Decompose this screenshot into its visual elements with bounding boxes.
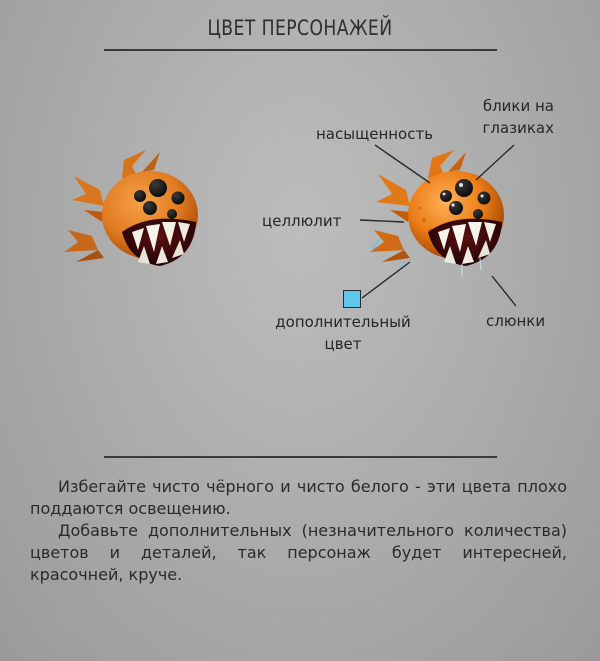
text-divider	[104, 456, 497, 458]
right-character-icon	[370, 150, 504, 276]
label-cellulite: целлюлит	[262, 212, 342, 230]
paragraph-2	[30, 520, 567, 586]
label-eye-highlights-line1: блики на	[482, 97, 554, 115]
label-eye-highlights-line2: глазиках	[482, 119, 554, 137]
extra-color-swatch	[343, 290, 361, 308]
label-extra-color-line2: цвет	[324, 335, 362, 353]
label-extra-color-line1: дополнительный	[275, 313, 411, 331]
page-title: ЦВЕТ ПЕРСОНАЖЕЙ	[207, 16, 393, 40]
paragraph-1	[30, 476, 567, 520]
pointer-eye-highlights	[476, 145, 514, 180]
left-character-icon	[64, 150, 198, 266]
paragraph-2-text: Добавьте дополнительных (незначительного количества) цветов и деталей, так персонаж будет интересней, красочней, круче.	[30, 521, 567, 584]
pointer-cellulite	[360, 220, 404, 222]
pointer-extra-color	[362, 262, 410, 298]
label-saturation: насыщенность	[316, 125, 434, 143]
pointer-saliva	[492, 276, 516, 306]
label-saliva: слюнки	[486, 312, 546, 330]
paragraph-1-text: Избегайте чисто чёрного и чисто белого - эти цвета плохо поддаются освещению.	[30, 477, 567, 518]
